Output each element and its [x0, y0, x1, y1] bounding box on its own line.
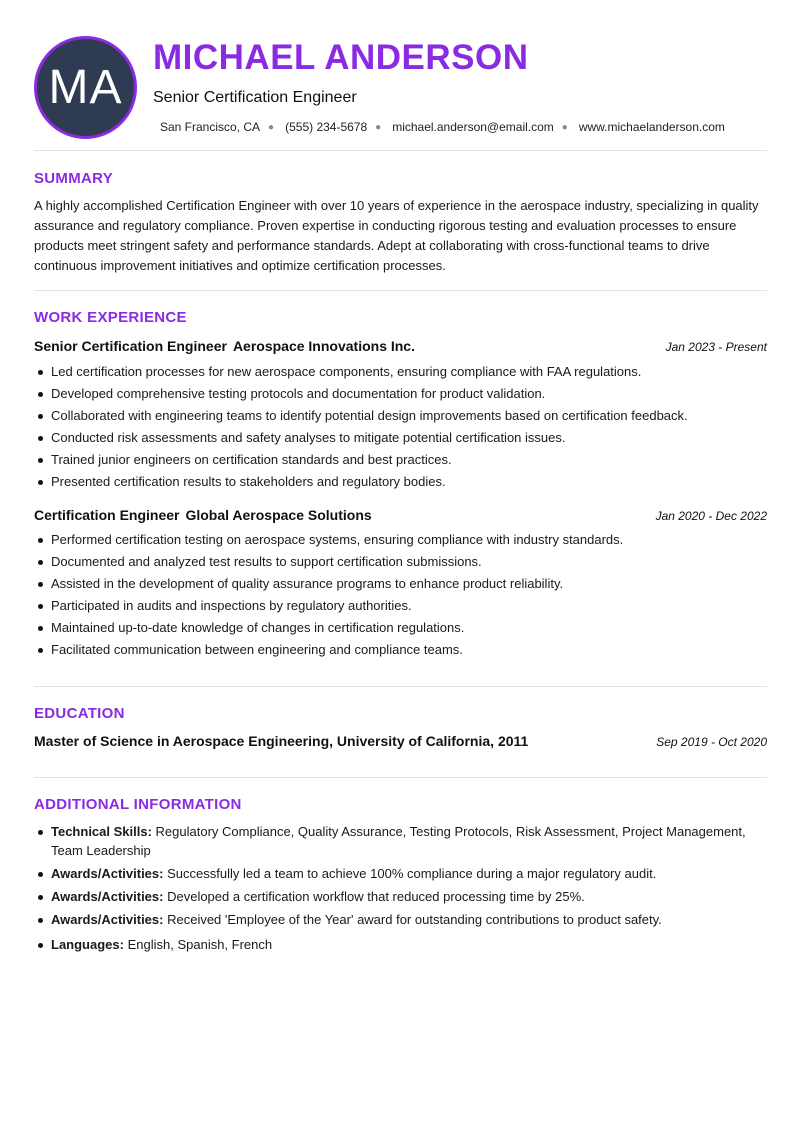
list-item: [34, 822, 767, 860]
contact-phone: (555) 234-5678: [285, 120, 368, 134]
job-title: Certification Engineer: [34, 507, 180, 523]
avatar: [34, 36, 137, 139]
section-title-education: EDUCATION: [34, 705, 125, 722]
candidate-role: Senior Certification Engineer: [153, 89, 357, 106]
list-item: Trained junior engineers on certification standards and best practices.: [34, 449, 767, 471]
section-title-summary: SUMMARY: [34, 170, 114, 187]
contact-email[interactable]: michael.anderson@email.com: [392, 120, 554, 134]
info-text: English, Spanish, French: [127, 937, 273, 952]
list-item: Collaborated with engineering teams to identify potential design improvements based on certification feedback.: [34, 405, 767, 427]
separator-dot-icon: ●: [375, 121, 382, 133]
divider: [34, 777, 767, 778]
list-item: Assisted in the development of quality assurance programs to enhance product reliability.: [34, 573, 767, 595]
job-header: [34, 507, 767, 523]
divider: [34, 290, 767, 291]
education-entry: [34, 733, 767, 749]
list-item: Performed certification testing on aerospace systems, ensuring compliance with industry standards.: [34, 529, 767, 551]
separator-dot-icon: ●: [561, 121, 568, 133]
list-item: Participated in audits and inspections by regulatory authorities.: [34, 595, 767, 617]
divider: [34, 686, 767, 687]
avatar-initials: MA: [48, 61, 123, 114]
job-title-line: [34, 338, 415, 354]
education-dates: Sep 2019 - Oct 2020: [656, 735, 767, 749]
job-header: [34, 338, 767, 354]
additional-list: [34, 822, 767, 958]
info-label: Awards/Activities:: [51, 889, 164, 904]
section-title-experience: WORK EXPERIENCE: [34, 309, 187, 326]
list-item: Facilitated communication between engineering and compliance teams.: [34, 639, 767, 661]
contact-location: San Francisco, CA: [160, 120, 261, 134]
job-company: Global Aerospace Solutions: [185, 507, 372, 523]
list-item: Presented certification results to stakeholders and regulatory bodies.: [34, 471, 767, 493]
list-item: Documented and analyzed test results to support certification submissions.: [34, 551, 767, 573]
job-title-line: [34, 507, 372, 523]
job-bullets: [34, 529, 767, 661]
education-degree: Master of Science in Aerospace Engineering, University of California, 2011: [34, 733, 529, 749]
info-text: Developed a certification workflow that reduced processing time by 25%.: [167, 889, 585, 904]
info-text: Regulatory Compliance, Quality Assurance, Testing Protocols, Risk Assessment, Project Management, Team Leadership: [51, 824, 746, 858]
list-item: [34, 887, 767, 906]
list-item: Conducted risk assessments and safety analyses to mitigate potential certification issues.: [34, 427, 767, 449]
info-label: Technical Skills:: [51, 824, 152, 839]
job-dates: Jan 2023 - Present: [665, 340, 767, 354]
contact-website[interactable]: www.michaelanderson.com: [578, 120, 725, 134]
info-text: Received 'Employee of the Year' award for outstanding contributions to product safety.: [167, 912, 662, 927]
info-text: Successfully led a team to achieve 100% compliance during a major regulatory audit.: [167, 866, 657, 881]
separator-dot-icon: ●: [268, 121, 275, 133]
list-item: Led certification processes for new aerospace components, ensuring compliance with FAA regulations.: [34, 361, 767, 383]
info-label: Languages:: [51, 937, 124, 952]
job-bullets: [34, 361, 767, 493]
summary-text: A highly accomplished Certification Engineer with over 10 years of experience in the aerospace industry, specializing in quality assurance and regulatory compliance. Proven expertise in conducting rigorous testing and evaluation processes to ensure products meet stringent safety and performance standards. Adept at collaborating with cross-functional teams to drive continuous improvement initiatives and optimize certification processes.: [34, 198, 759, 273]
candidate-name: MICHAEL ANDERSON: [153, 38, 529, 77]
job-company: Aerospace Innovations Inc.: [232, 338, 415, 354]
job-dates: Jan 2020 - Dec 2022: [655, 509, 767, 523]
info-label: Awards/Activities:: [51, 866, 164, 881]
divider: [34, 150, 767, 151]
contact-bar: [160, 120, 725, 134]
list-item: Maintained up-to-date knowledge of changes in certification regulations.: [34, 617, 767, 639]
list-item: [34, 935, 767, 954]
job-title: Senior Certification Engineer: [34, 338, 227, 354]
section-title-additional: ADDITIONAL INFORMATION: [34, 796, 242, 813]
list-item: [34, 864, 767, 883]
list-item: Developed comprehensive testing protocols and documentation for product validation.: [34, 383, 767, 405]
list-item: [34, 910, 767, 929]
info-label: Awards/Activities:: [51, 912, 164, 927]
